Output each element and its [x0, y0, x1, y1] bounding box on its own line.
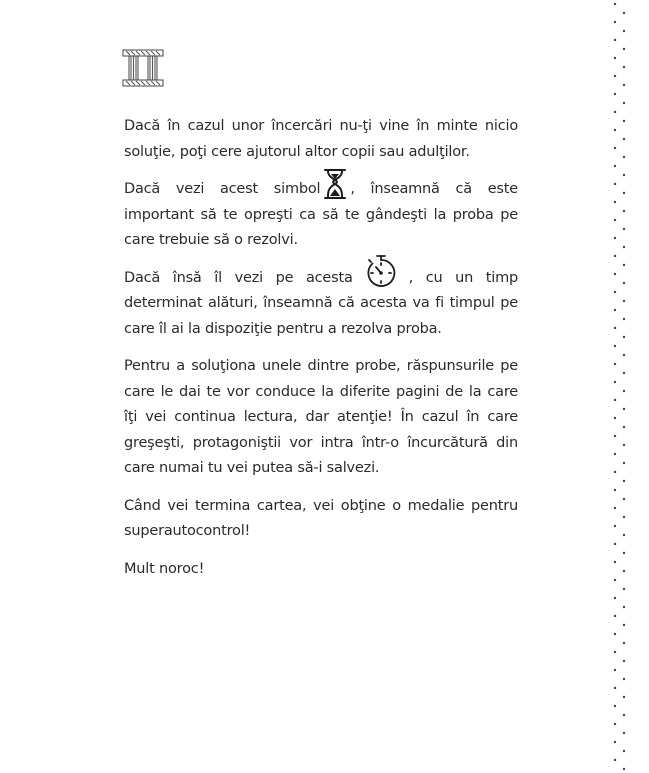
border-dot [623, 12, 625, 14]
stopwatch-icon [363, 253, 399, 289]
border-dot [614, 615, 616, 617]
border-dot [614, 543, 616, 545]
border-dot [614, 21, 616, 23]
border-dot [623, 30, 625, 32]
paragraph-4: Pentru a soluţiona unele dintre probe, răspunsurile pe care le dai te vor conduce la diferite pagini de la care îţi vei continua lectura, dar atenţie! În cazul în care greşeşti, protagoniştii vor intra într-o încurcătură din care numai tu vei putea să-i salvezi. [124, 358, 518, 476]
border-dot [614, 273, 616, 275]
border-dot [623, 444, 625, 446]
border-dot [623, 156, 625, 158]
border-dot [623, 624, 625, 626]
paragraph-2-start: Dacă vezi acest simbol [124, 181, 321, 197]
border-dot [623, 498, 625, 500]
border-dot [623, 606, 625, 608]
border-dot [623, 588, 625, 590]
paragraph-2-end: , înseamnă că este important să te opreşti ca să te gândeşti la proba pe care trebuie să o rezolvi. [124, 181, 518, 248]
paragraph-1: Dacă în cazul unor încercări nu-ţi vine în minte nicio soluţie, poţi cere ajutorul altor copii sau adulţilor. [124, 118, 518, 160]
hourglass-icon [322, 168, 348, 200]
paragraph-3 [124, 266, 518, 343]
border-dot [614, 381, 616, 383]
border-dot [623, 678, 625, 680]
border-dot [614, 147, 616, 149]
border-dot [614, 489, 616, 491]
border-dot [623, 120, 625, 122]
border-dot [614, 291, 616, 293]
border-dot [623, 714, 625, 716]
border-dot [623, 534, 625, 536]
border-dot [623, 390, 625, 392]
border-dot [623, 246, 625, 248]
border-dot [623, 318, 625, 320]
border-dot [614, 309, 616, 311]
border-dot [623, 48, 625, 50]
border-dot [614, 327, 616, 329]
border-dot [623, 516, 625, 518]
border-dot [614, 453, 616, 455]
border-dot [623, 300, 625, 302]
border-dot [614, 759, 616, 761]
border-dot [614, 111, 616, 113]
body-text [124, 114, 518, 594]
border-dot [614, 183, 616, 185]
border-dot [614, 345, 616, 347]
border-dot [623, 570, 625, 572]
border-dot [614, 561, 616, 563]
border-dot [614, 723, 616, 725]
border-dot [614, 651, 616, 653]
border-dot [614, 705, 616, 707]
border-dot [623, 264, 625, 266]
border-dot [614, 255, 616, 257]
chapter-numeral-icon [122, 48, 164, 88]
border-dot [614, 3, 616, 5]
border-dot [623, 426, 625, 428]
paragraph-3-end: , cu un timp determinat alături, înseamnă că acesta va fi timpul pe care îl ai la dispoziţie pentru a rezolva proba. [124, 269, 518, 337]
border-dot [623, 768, 625, 770]
border-dot [614, 399, 616, 401]
border-dot [623, 102, 625, 104]
border-dot [623, 552, 625, 554]
border-dot [623, 84, 625, 86]
border-dot [623, 372, 625, 374]
border-dot [614, 579, 616, 581]
border-dot [614, 57, 616, 59]
border-dot [623, 192, 625, 194]
border-dot [614, 237, 616, 239]
border-dot [623, 462, 625, 464]
border-dot [623, 642, 625, 644]
border-dot [614, 165, 616, 167]
border-dot [614, 363, 616, 365]
border-dot [623, 210, 625, 212]
paragraph-6: Mult noroc! [124, 560, 205, 577]
border-dot [623, 228, 625, 230]
border-dot [614, 633, 616, 635]
border-dot [623, 354, 625, 356]
border-dot [623, 408, 625, 410]
border-dot [623, 660, 625, 662]
border-dot [623, 66, 625, 68]
border-dot [614, 435, 616, 437]
border-dot [614, 525, 616, 527]
border-dot [614, 669, 616, 671]
border-dot [623, 480, 625, 482]
border-dot [614, 39, 616, 41]
border-dot [614, 75, 616, 77]
border-dot [623, 732, 625, 734]
border-dot [623, 282, 625, 284]
border-dot [623, 336, 625, 338]
paragraph-5: Când vei termina cartea, vei obţine o medalie pentru superautocontrol! [124, 497, 518, 539]
border-dot [623, 138, 625, 140]
border-dot [614, 471, 616, 473]
paragraph-3-start: Dacă însă îl vezi pe acesta [124, 269, 353, 286]
paragraph-2 [124, 177, 518, 254]
dotted-border [609, 0, 631, 773]
border-dot [614, 129, 616, 131]
border-dot [614, 201, 616, 203]
border-dot [623, 750, 625, 752]
border-dot [614, 741, 616, 743]
border-dot [614, 507, 616, 509]
border-dot [614, 417, 616, 419]
border-dot [614, 597, 616, 599]
border-dot [614, 687, 616, 689]
border-dot [614, 219, 616, 221]
border-dot [623, 174, 625, 176]
border-dot [614, 93, 616, 95]
border-dot [623, 696, 625, 698]
